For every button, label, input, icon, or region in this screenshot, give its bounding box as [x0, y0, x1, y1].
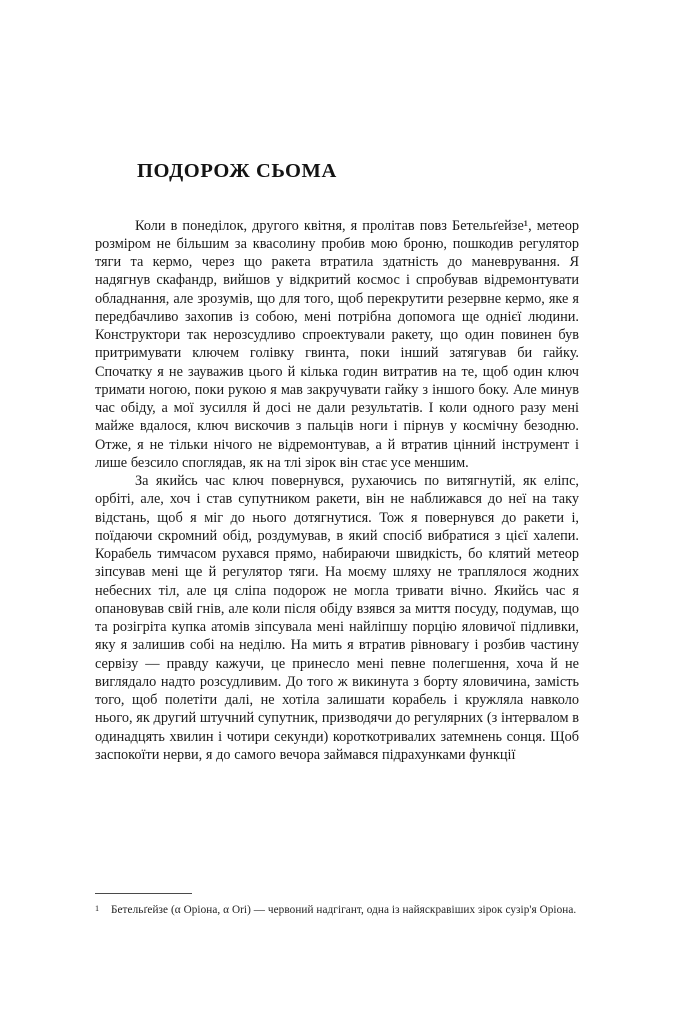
body-text	[95, 217, 579, 765]
footnote-area	[95, 893, 579, 918]
paragraph-2: За якийсь час ключ повернувся, рухаючись по витягнутій, як еліпс, орбіті, але, хоч і став супутником ракети, він не наближався до неї на таку відстань, щоб я міг до нього дотягнутися. Тож я повернувся до ракети і, поїдаючи скромний обід, роздумував, в який спосіб вибратися з цієї халепи. Корабель тимчасом рухався прямо, набираючи швидкість, бо клятий метеор зіпсував мені ще й регулятор тяги. На моєму шляху не траплялося жодних небесних тіл, але ця сліпа подорож не могла тривати вічно. Якийсь час я опановував свій гнів, але коли після обіду взявся за миття посуду, подумав, що та розігріта купка атомів зіпсувала мені найліпшу порцію яловичої підливки, яку я залишив собі на неділю. На мить я втратив рівновагу і розбив частину сервізу — правду кажучи, це принесло мені певне полегшення, хоча й не виглядало надто розсудливим. До того ж викинута з борту яловичина, замість того, щоб полетіти далі, не хотіла залишати корабель і кружляла навколо нього, як другий штучний супутник, призводячи до регулярних (з інтервалом в одинадцять хвилин і чотири секунди) короткотривалих затемнень сонця. Щоб заспокоїти нерви, я до самого вечора займався підрахунками функції	[95, 473, 579, 763]
footnote	[95, 902, 579, 918]
footnote-separator-rule	[95, 893, 192, 894]
chapter-title: ПОДОРОЖ СЬОМА	[137, 160, 337, 182]
paragraph-1: Коли в понеділок, другого квітня, я пролітав повз Бетельґейзе¹, метеор розміром не більшим за квасолину пробив мою броню, пошкодив регулятор тяги та кермо, через що ракета втратила здатність до маневрування. Я надягнув скафандр, вийшов у відкритий космос і спробував відремонтувати обладнання, але зрозумів, що для того, щоб перекрутити резервне кермо, яке я передбачливо захопив із собою, мені потрібна допомога ще однієї людини. Конструктори так нерозсудливо спроектували ракету, що один повинен був притримувати ключем голівку гвинта, поки інший затягував би гайку. Спочатку я не зауважив цього й кілька годин витратив на те, щоб один ключ тримати ногою, поки рукою я мав закручувати гайку з іншого боку. Але минув час обіду, а мої зусилля й досі не дали результатів. І коли одного разу мені майже вдалося, ключ вискочив з пальців ноги і пірнув у космічну безодню. Отже, я не тільки нічого не відремонтував, а й втратив цінний інструмент і лише безсило споглядав, як на тлі зірок він стає усе меншим.	[95, 217, 579, 471]
page-content	[95, 160, 579, 764]
footnote-text: Бетельґейзе (α Оріона, α Ori) — червоний надгігант, одна із найяскравіших зірок сузір'я Оріона.	[111, 904, 577, 916]
footnote-marker: 1	[95, 904, 100, 913]
